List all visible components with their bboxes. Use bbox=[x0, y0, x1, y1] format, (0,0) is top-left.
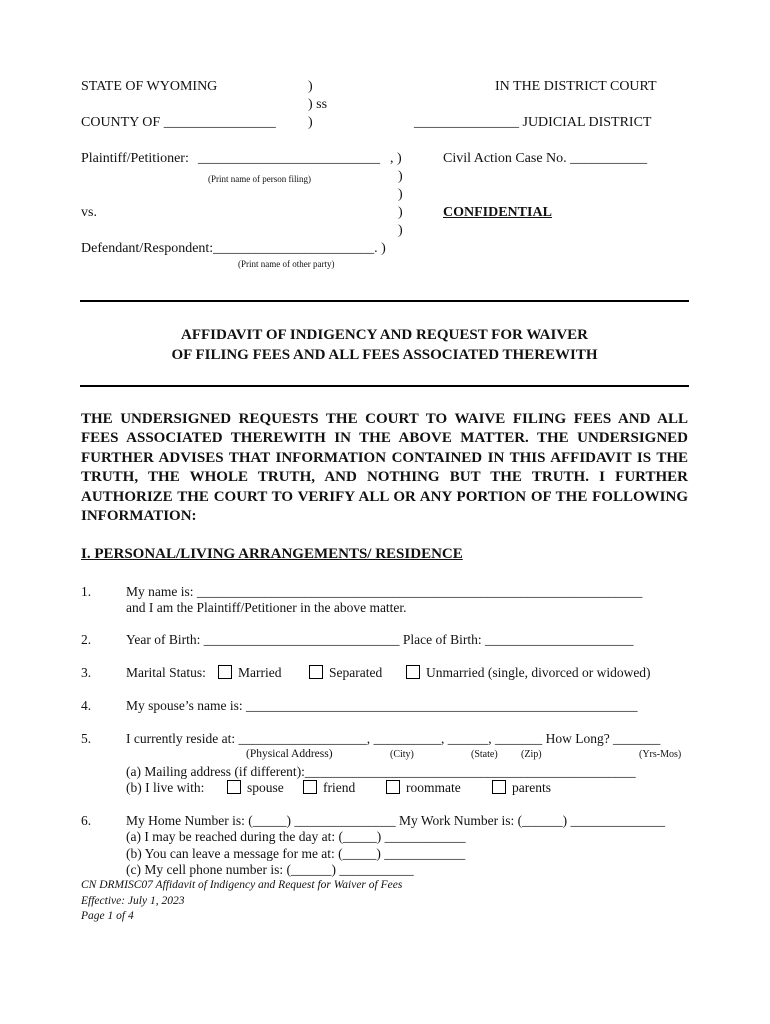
state-label: STATE OF WYOMING bbox=[81, 79, 218, 94]
checkbox-icon bbox=[406, 665, 420, 679]
spouse-checkbox[interactable] bbox=[227, 780, 284, 796]
county-field[interactable]: COUNTY OF ________________ bbox=[81, 115, 276, 130]
live-with-label: (b) I live with: bbox=[126, 780, 205, 795]
message-contact-field[interactable]: (b) You can leave a message for me at: (_____) ____________ bbox=[126, 846, 466, 861]
effective-date: Effective: July 1, 2023 bbox=[81, 895, 185, 907]
caption-paren: ) bbox=[308, 79, 313, 94]
intro-paragraph: THE UNDERSIGNED REQUESTS THE COURT TO WAIVE FILING FEES AND ALL FEES ASSOCIATED THEREWITH IN THE ABOVE MATTER. THE UNDERSIGNED FURTHER ADVISES THAT INFORMATION CONTAINED IN THIS AFFIDAVIT IS THE TRUTH, THE WHOLE TRUTH, AND NOTHING BUT THE TRUTH. I FURTHER AUTHORIZE THE COURT TO VERIFY ALL OR ANY PORTION OF THE FOLLOWING INFORMATION: bbox=[81, 411, 688, 525]
friend-label: friend bbox=[323, 780, 356, 795]
roommate-label: roommate bbox=[406, 780, 461, 795]
plaintiff-name-field[interactable]: __________________________ bbox=[198, 151, 380, 166]
caption-paren: ) bbox=[398, 187, 403, 202]
plaintiff-hint: (Print name of person filing) bbox=[208, 174, 311, 184]
name-field-text: and I am the Plaintiff/Petitioner in the above matter. bbox=[126, 600, 407, 615]
ss-label: ) ss bbox=[308, 97, 328, 112]
checkbox-icon bbox=[218, 665, 232, 679]
section-heading: I. PERSONAL/LIVING ARRANGEMENTS/ RESIDENCE bbox=[81, 546, 463, 562]
address-hint: (Physical Address) bbox=[246, 748, 333, 760]
case-number-field[interactable]: Civil Action Case No. ___________ bbox=[443, 151, 648, 166]
married-checkbox[interactable] bbox=[218, 665, 281, 681]
caption-paren: ) bbox=[398, 169, 403, 184]
title-line-2: OF FILING FEES AND ALL FEES ASSOCIATED THEREWITH bbox=[171, 347, 598, 363]
divider bbox=[80, 385, 689, 387]
parents-checkbox[interactable] bbox=[492, 780, 551, 796]
birth-fields[interactable]: Year of Birth: _____________________________ Place of Birth: ______________________ bbox=[126, 632, 634, 647]
page-number: Page 1 of 4 bbox=[81, 910, 134, 922]
unmarried-checkbox[interactable] bbox=[406, 665, 651, 681]
spouse-label: spouse bbox=[247, 780, 284, 795]
court-label: IN THE DISTRICT COURT bbox=[495, 79, 657, 94]
marital-status-label: Marital Status: bbox=[126, 665, 206, 680]
plaintiff-label: Plaintiff/Petitioner: bbox=[81, 151, 189, 166]
title-line-1: AFFIDAVIT OF INDIGENCY AND REQUEST FOR WAIVER bbox=[180, 327, 588, 343]
item-number: 2. bbox=[81, 632, 92, 647]
item-number: 3. bbox=[81, 665, 92, 680]
checkbox-icon bbox=[303, 780, 317, 794]
caption-paren: ) bbox=[398, 223, 403, 238]
roommate-checkbox[interactable] bbox=[386, 780, 461, 796]
yrs-mos-hint: (Yrs-Mos) bbox=[639, 749, 682, 760]
confidential-label: CONFIDENTIAL bbox=[443, 205, 552, 220]
caption-paren: ) bbox=[308, 115, 313, 130]
name-field[interactable]: My name is: __________________________________________________________________ bbox=[126, 584, 643, 599]
zip-hint: (Zip) bbox=[521, 749, 542, 760]
friend-checkbox[interactable] bbox=[303, 780, 355, 796]
residence-field[interactable]: I currently reside at: ___________________, __________, ______, _______ How Long? _______ bbox=[126, 731, 661, 746]
spouse-name-field[interactable]: My spouse’s name is: __________________________________________________________ bbox=[126, 698, 638, 713]
day-contact-field[interactable]: (a) I may be reached during the day at: (_____) ____________ bbox=[126, 829, 466, 844]
item-number: 5. bbox=[81, 731, 92, 746]
caption-paren: , ) bbox=[390, 151, 402, 166]
vs-label: vs. bbox=[81, 205, 97, 220]
defendant-hint: (Print name of other party) bbox=[238, 259, 335, 269]
married-label: Married bbox=[238, 665, 282, 680]
parents-label: parents bbox=[512, 780, 551, 795]
phone-numbers-field[interactable]: My Home Number is: (_____) _______________ My Work Number is: (______) ______________ bbox=[126, 813, 666, 828]
unmarried-label: Unmarried (single, divorced or widowed) bbox=[426, 665, 651, 680]
item-number: 4. bbox=[81, 698, 92, 713]
checkbox-icon bbox=[386, 780, 400, 794]
checkbox-icon bbox=[309, 665, 323, 679]
judicial-district-field[interactable]: _______________ JUDICIAL DISTRICT bbox=[414, 115, 652, 130]
form-number: CN DRMISC07 Affidavit of Indigency and Request for Waiver of Fees bbox=[81, 879, 403, 891]
separated-label: Separated bbox=[329, 665, 383, 680]
checkbox-icon bbox=[227, 780, 241, 794]
item-number: 6. bbox=[81, 813, 92, 828]
city-hint: (City) bbox=[390, 749, 414, 760]
item-number: 1. bbox=[81, 584, 92, 599]
checkbox-icon bbox=[492, 780, 506, 794]
cell-phone-field[interactable]: (c) My cell phone number is: (______) ___________ bbox=[126, 862, 414, 877]
defendant-name-field[interactable]: Defendant/Respondent:_______________________. ) bbox=[81, 241, 386, 256]
divider bbox=[80, 300, 689, 302]
state-hint: (State) bbox=[471, 749, 498, 760]
separated-checkbox[interactable] bbox=[309, 665, 382, 681]
mailing-address-field[interactable]: (a) Mailing address (if different):_________________________________________________ bbox=[126, 764, 636, 779]
caption-paren: ) bbox=[398, 205, 403, 220]
